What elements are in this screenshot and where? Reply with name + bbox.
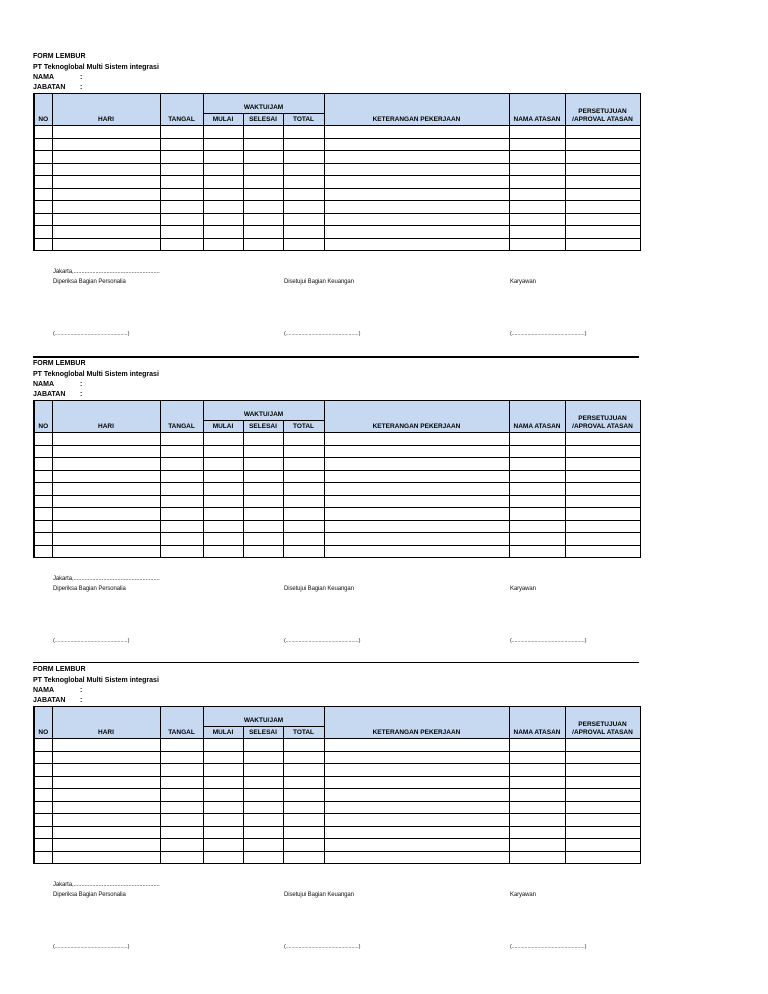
name-label: NAMA	[33, 381, 54, 388]
table-row	[34, 545, 640, 558]
signature-blank-keuangan: (...................................................)	[284, 331, 361, 337]
name-row	[33, 73, 83, 82]
col-waktu: WAKTU/JAM	[203, 94, 324, 114]
col-tangal: TANGAL	[160, 401, 203, 433]
name-colon: :	[80, 381, 83, 388]
name-label: NAMA	[33, 687, 54, 694]
signature-blank-personalia: (...................................................)	[53, 331, 130, 337]
col-keterangan: KETERANGAN PEKERJAAN	[324, 94, 509, 126]
col-selesai: SELESAI	[243, 421, 283, 433]
col-mulai: MULAI	[203, 727, 243, 739]
col-total: TOTAL	[283, 421, 324, 433]
place-date-line: Jakarta,.......................................................	[53, 576, 160, 582]
table-row	[34, 126, 640, 139]
table-row	[34, 520, 640, 533]
section-divider	[33, 662, 639, 663]
col-tangal: TANGAL	[160, 707, 203, 739]
overtime-form-3	[33, 665, 639, 971]
col-persetujuan-line2: /APROVAL ATASAN	[572, 116, 633, 123]
col-selesai: SELESAI	[243, 727, 283, 739]
col-persetujuan	[565, 401, 640, 433]
col-nama-atasan: NAMA ATASAN	[509, 401, 565, 433]
table-row	[34, 508, 640, 521]
col-persetujuan-line1: PERSETUJUAN	[578, 108, 627, 115]
position-label: JABATAN	[33, 391, 66, 398]
table-row	[34, 151, 640, 164]
col-hari: HARI	[52, 401, 160, 433]
table-row	[34, 445, 640, 458]
position-row	[33, 83, 83, 92]
position-colon: :	[80, 697, 83, 704]
col-persetujuan-line1: PERSETUJUAN	[578, 721, 627, 728]
signature-personalia-label: Diperiksa Bagian Personalia	[53, 279, 126, 285]
col-mulai: MULAI	[203, 421, 243, 433]
table-row	[34, 533, 640, 546]
name-row	[33, 380, 83, 389]
table-row	[34, 814, 640, 827]
table-row	[34, 495, 640, 508]
table-row	[34, 138, 640, 151]
form-title: FORM LEMBUR	[33, 53, 86, 60]
overtime-table	[33, 706, 641, 864]
form-title: FORM LEMBUR	[33, 360, 86, 367]
table-row	[34, 226, 640, 239]
section-divider	[33, 356, 639, 358]
signature-personalia-label: Diperiksa Bagian Personalia	[53, 892, 126, 898]
col-selesai: SELESAI	[243, 114, 283, 126]
table-row	[34, 801, 640, 814]
name-colon: :	[80, 687, 83, 694]
col-persetujuan-line2: /APROVAL ATASAN	[572, 729, 633, 736]
col-waktu: WAKTU/JAM	[203, 707, 324, 727]
name-label: NAMA	[33, 74, 54, 81]
col-persetujuan-line2: /APROVAL ATASAN	[572, 423, 633, 430]
col-persetujuan-line1: PERSETUJUAN	[578, 415, 627, 422]
signature-keuangan-label: Disetujui Bagian Keuangan	[284, 279, 354, 285]
signature-blank-karyawan: (...................................................)	[510, 944, 587, 950]
col-mulai: MULAI	[203, 114, 243, 126]
signature-blank-personalia: (...................................................)	[53, 638, 130, 644]
signature-blank-karyawan: (...................................................)	[510, 638, 587, 644]
overtime-table	[33, 400, 641, 558]
position-label: JABATAN	[33, 84, 66, 91]
col-total: TOTAL	[283, 727, 324, 739]
signature-keuangan-label: Disetujui Bagian Keuangan	[284, 586, 354, 592]
table-row	[34, 238, 640, 251]
overtime-table	[33, 93, 641, 251]
col-keterangan: KETERANGAN PEKERJAAN	[324, 401, 509, 433]
col-persetujuan	[565, 707, 640, 739]
signature-personalia-label: Diperiksa Bagian Personalia	[53, 586, 126, 592]
signature-karyawan-label: Karyawan	[510, 892, 536, 898]
company-name: PT Teknoglobal Multi Sistem integrasi	[33, 64, 159, 71]
signature-blank-karyawan: (...................................................)	[510, 331, 587, 337]
position-colon: :	[80, 391, 83, 398]
form-title: FORM LEMBUR	[33, 666, 86, 673]
position-row	[33, 390, 83, 399]
signature-blank-personalia: (...................................................)	[53, 944, 130, 950]
col-no: NO	[34, 707, 52, 739]
table-row	[34, 163, 640, 176]
signature-karyawan-label: Karyawan	[510, 586, 536, 592]
table-row	[34, 176, 640, 189]
table-row	[34, 789, 640, 802]
overtime-form-2	[33, 359, 639, 665]
company-name: PT Teknoglobal Multi Sistem integrasi	[33, 677, 159, 684]
table-row	[34, 188, 640, 201]
company-name: PT Teknoglobal Multi Sistem integrasi	[33, 371, 159, 378]
table-row	[34, 851, 640, 864]
col-nama-atasan: NAMA ATASAN	[509, 94, 565, 126]
table-row	[34, 776, 640, 789]
col-no: NO	[34, 401, 52, 433]
col-hari: HARI	[52, 707, 160, 739]
table-row	[34, 433, 640, 446]
table-row	[34, 213, 640, 226]
table-row	[34, 458, 640, 471]
signature-blank-keuangan: (...................................................)	[284, 944, 361, 950]
table-row	[34, 751, 640, 764]
col-persetujuan	[565, 94, 640, 126]
place-date-line: Jakarta,.......................................................	[53, 882, 160, 888]
position-label: JABATAN	[33, 697, 66, 704]
position-colon: :	[80, 84, 83, 91]
signature-blank-keuangan: (...................................................)	[284, 638, 361, 644]
col-tangal: TANGAL	[160, 94, 203, 126]
name-row	[33, 686, 83, 695]
table-row	[34, 201, 640, 214]
col-total: TOTAL	[283, 114, 324, 126]
table-row	[34, 764, 640, 777]
col-no: NO	[34, 94, 52, 126]
col-keterangan: KETERANGAN PEKERJAAN	[324, 707, 509, 739]
overtime-form-1	[33, 52, 639, 358]
table-row	[34, 826, 640, 839]
signature-keuangan-label: Disetujui Bagian Keuangan	[284, 892, 354, 898]
table-row	[34, 483, 640, 496]
table-row	[34, 739, 640, 752]
table-row	[34, 470, 640, 483]
position-row	[33, 696, 83, 705]
table-row	[34, 839, 640, 852]
name-colon: :	[80, 74, 83, 81]
col-waktu: WAKTU/JAM	[203, 401, 324, 421]
col-hari: HARI	[52, 94, 160, 126]
col-nama-atasan: NAMA ATASAN	[509, 707, 565, 739]
place-date-line: Jakarta,.......................................................	[53, 269, 160, 275]
signature-karyawan-label: Karyawan	[510, 279, 536, 285]
